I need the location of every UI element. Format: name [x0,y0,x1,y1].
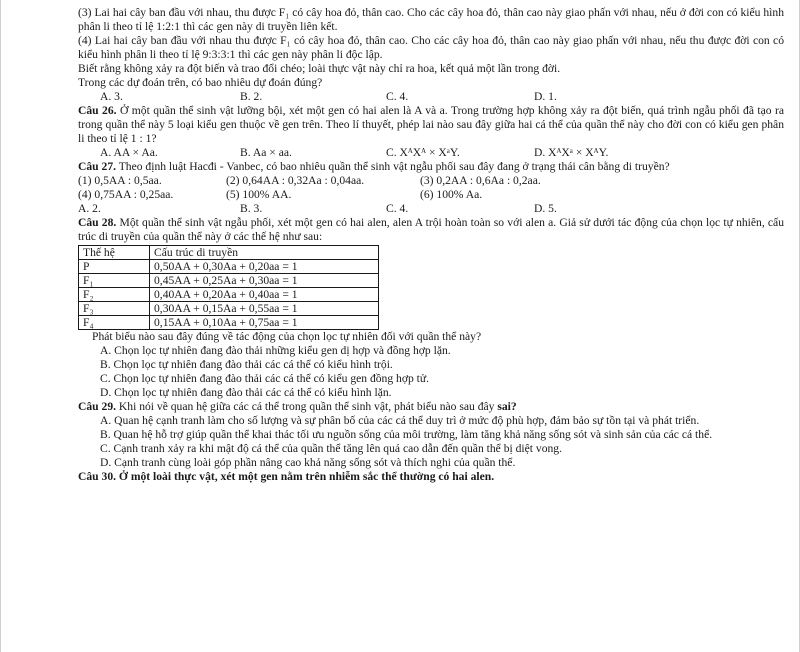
cell-structure: 0,45AA + 0,25Aa + 0,30aa = 1 [150,274,379,288]
option-a: A. Quan hệ cạnh tranh làm cho số lượng và sự phân bố của các cá thể duy trì ở mức độ phù hợp, đảm bảo sự tồn tại và phát triển. [100,414,700,427]
header-structure: Cấu trúc di truyền [150,246,379,260]
option-d: D. 1. [534,90,557,103]
option-a: A. Chọn lọc tự nhiên đang đào thải những kiểu gen dị hợp và đồng hợp lặn. [100,344,451,357]
population-item: (2) 0,64AA : 0,32Aa : 0,04aa. [226,174,365,187]
population-item: (3) 0,2AA : 0,6Aa : 0,2aa. [420,174,541,187]
question-29 [78,400,784,414]
option-a: A. 2. [78,202,101,215]
answer-options [78,90,784,104]
question-text: Ở một quần thể sinh vật lưỡng bội, xét một gen có hai alen là A và a. Trong trường hợp không xảy ra đột biến, quá trình ngẫu phối đã tạo ra trong quần thể này 5 loại kiểu gen thuộc về gen trên. Theo lí thuyết, phép lai nào sau đây giữa hai cá thể của quần thể này cho đời con có kiểu gen phân li theo tỉ lệ 1 : 1? [78,104,784,145]
header-generation: Thế hệ [79,246,150,260]
question-28-ask: Phát biểu nào sau đây đúng về tác động của chọn lọc tự nhiên đối với quần thể này? [92,330,482,343]
question-number: Câu 26. [78,104,117,117]
cell-structure: 0,15AA + 0,10Aa + 0,75aa = 1 [150,316,379,330]
table-row [79,316,379,330]
question-number: Câu 27. [78,160,117,173]
option-c: C. 4. [386,202,409,215]
cell-generation: F₄ [79,316,150,330]
cell-structure: 0,40AA + 0,20Aa + 0,40aa = 1 [150,288,379,302]
option-c: C. 4. [386,90,409,103]
statement-ask: Trong các dự đoán trên, có bao nhiêu dự đoán đúng? [78,76,323,89]
table-row [79,274,379,288]
cut-off-line: Câu 30. Ở một loài thực vật, xét một gen nằm trên nhiễm sắc thể thường có hai alen. [78,470,495,483]
population-item: (6) 100% Aa. [420,188,483,201]
statement-note: Biết rằng không xảy ra đột biến và trao đổi chéo; loài thực vật này chỉ ra hoa, kết quả một lần trong đời. [78,62,561,75]
question-text: Một quần thể sinh vật ngẫu phối, xét một gen có hai alen, alen A trội hoàn toàn so với alen a. Giả sử dưới tác động của chọn lọc tự nhiên, cấu trúc di truyền của quần thể này ở các thế hệ như sau: [78,216,785,243]
cell-generation: F₂ [79,288,150,302]
option-b: B. Quan hệ hỗ trợ giúp quần thể khai thác tối ưu nguồn sống của môi trường, làm tăng khả năng sống sót và sinh sản của các cá thể. [100,428,713,441]
option-d: D. XᴬXᵃ × XᴬY. [534,146,609,159]
cell-structure: 0,50AA + 0,30Aa + 0,20aa = 1 [150,260,379,274]
population-list-row-1 [78,174,784,188]
question-number: Câu 28. [78,216,117,229]
question-26 [78,104,784,146]
cell-generation: F₁ [79,274,150,288]
option-a: A. 3. [100,90,123,103]
cell-generation: P [79,260,150,274]
table-row [79,260,379,274]
table-row [79,302,379,316]
question-28 [78,216,784,244]
answer-options [78,146,784,160]
population-item: (1) 0,5AA : 0,5aa. [78,174,162,187]
question-text: Khi nói về quan hệ giữa các cá thể trong quần thể sinh vật, phát biểu nào sau đây [116,400,498,413]
statement-3: (3) Lai hai cây ban đầu với nhau, thu được F₁ có cây hoa đỏ, thân cao. Cho các cây hoa đỏ, thân cao này giao phấn với nhau, nếu ở đời con có kiểu hình phân li theo tỉ lệ 1:2:1 thì các gen này di truyền liên kết. [78,6,784,33]
table-row [79,288,379,302]
question-text: Theo định luật Hacđi - Vanbec, có bao nhiêu quần thể sinh vật ngẫu phối sau đây đang ở trạng thái cân bằng di truyền? [116,160,670,173]
option-c: C. Chọn lọc tự nhiên đang đào thải các cá thể có kiểu gen đồng hợp tử. [100,372,430,385]
answer-options [78,202,784,216]
cell-structure: 0,30AA + 0,15Aa + 0,55aa = 1 [150,302,379,316]
option-c: C. Cạnh tranh xảy ra khi mật độ cá thể của quần thể tăng lên quá cao dẫn đến quần thể bị diệt vong. [100,442,562,455]
population-item: (5) 100% AA. [226,188,292,201]
question-27 [78,160,784,174]
option-b: B. 2. [240,90,263,103]
statement-4: (4) Lai hai cây ban đầu với nhau thu được F₁ có cây hoa đỏ, thân cao. Cho các cây hoa đỏ, thân cao này giao phấn với nhau, nếu thu được đời con có kiểu hình phân li theo tỉ lệ 9:3:3:1 thì các gen này phân li độc lập. [78,34,784,61]
option-a: A. AA × Aa. [100,146,158,159]
option-b: B. Aa × aa. [240,146,292,159]
population-list-row-2 [78,188,784,202]
option-c: C. XᴬXᴬ × XᵃY. [386,146,460,159]
cell-generation: F₃ [79,302,150,316]
option-d: D. Cạnh tranh cùng loài góp phần nâng cao khả năng sống sót và thích nghi của quần thể. [100,456,516,469]
option-b: B. 3. [240,202,263,215]
option-b: B. Chọn lọc tự nhiên đang đào thải các cá thể có kiểu hình trội. [100,358,393,371]
question-emphasis: sai? [497,400,517,413]
genetic-structure-table [78,245,379,330]
option-d: D. 5. [534,202,557,215]
table-header-row [79,246,379,260]
option-d: D. Chọn lọc tự nhiên đang đào thải các cá thể có kiểu hình lặn. [100,386,392,399]
population-item: (4) 0,75AA : 0,25aa. [78,188,174,201]
exam-page [78,6,785,483]
question-number: Câu 29. [78,400,117,413]
